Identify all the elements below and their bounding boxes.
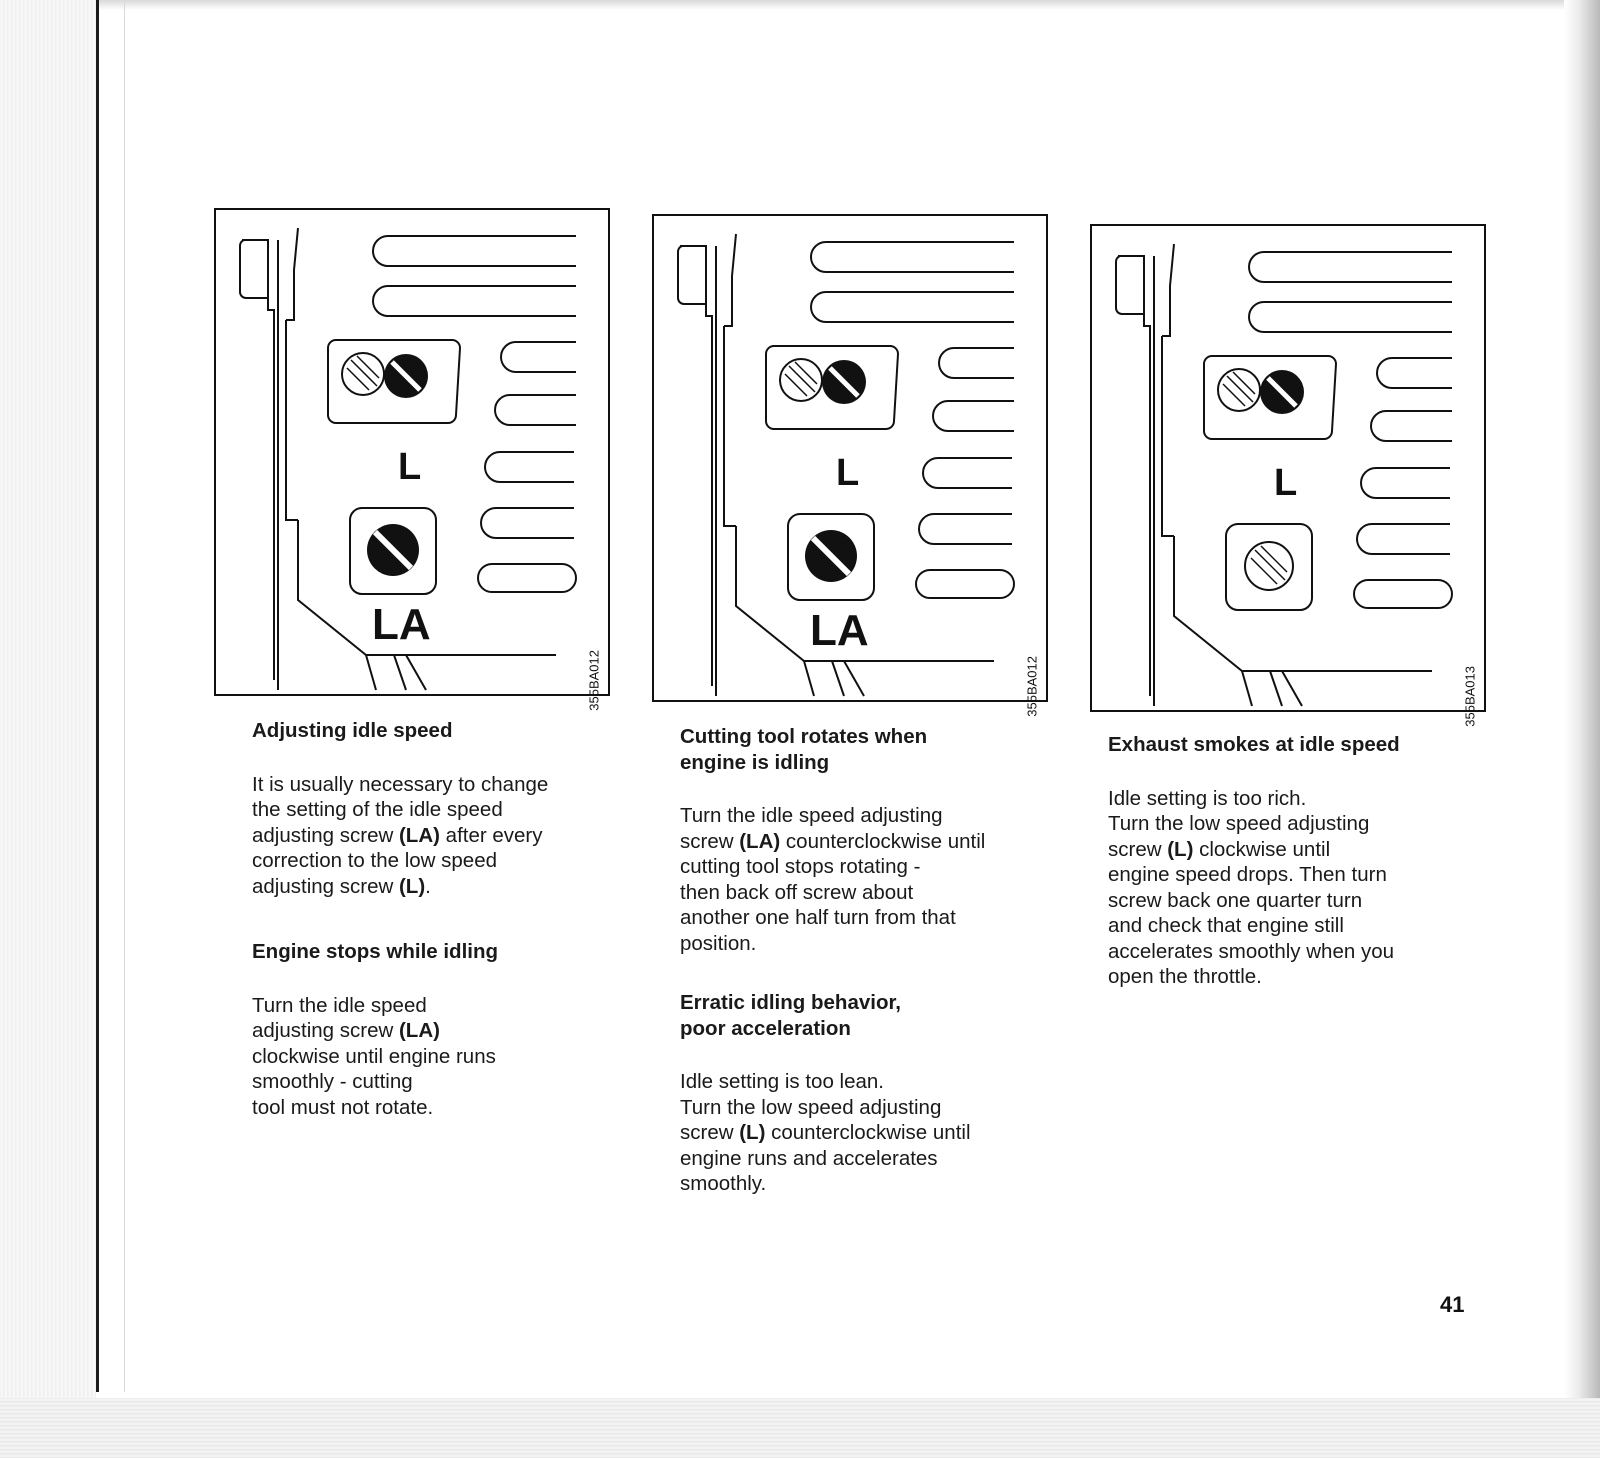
figure-carburetor-3 [1090, 224, 1486, 727]
heading-erratic-idling: Erratic idling behavior, poor acceleration [680, 991, 902, 1040]
page-bottom-shadow [0, 1398, 1600, 1458]
figure-code: 355BA012 [1025, 656, 1040, 717]
paragraph-adjusting-idle-speed: It is usually necessary to change the setting of the idle speed adjusting screw (LA) after every correction to the low speed adjusting screw (L). [252, 772, 549, 898]
text-column-middle [680, 724, 1040, 1231]
screw-label-la: LA [372, 600, 431, 649]
figure-carburetor-2 [652, 214, 1048, 717]
paragraph-engine-stops: Turn the idle speed adjusting screw (LA) clockwise until engine runs smoothly - cutting tool must not rotate. [252, 993, 496, 1119]
paragraph-erratic-idling: Idle setting is too lean. Turn the low speed adjusting screw (L) counterclockwise until engine runs and accelerates smoothly. [680, 1070, 971, 1195]
page-top-shadow [96, 0, 1600, 10]
screw-label-l: L [836, 452, 860, 494]
book-spine-line [96, 0, 99, 1392]
figure-carburetor-1 [214, 208, 610, 711]
heading-exhaust-smokes: Exhaust smokes at idle speed [1108, 733, 1400, 756]
screw-label-la: LA [810, 606, 869, 655]
heading-engine-stops: Engine stops while idling [252, 940, 499, 963]
page-inner-margin-line [124, 0, 125, 1392]
figure-code: 355BA012 [587, 650, 602, 711]
heading-adjusting-idle-speed: Adjusting idle speed [252, 719, 453, 742]
text-column-left [252, 718, 612, 1154]
paragraph-exhaust-smokes: Idle setting is too rich. Turn the low speed adjusting screw (L) clockwise until engine speed drops. Then turn screw back one quarter turn and check that engine still accelerates smoothly when you open the throttle. [1108, 786, 1395, 988]
paragraph-cutting-tool-rotates: Turn the idle speed adjusting screw (LA) counterclockwise until cutting tool stops rotating - then back off screw about another one half turn from that position. [680, 804, 986, 955]
heading-cutting-tool-rotates: Cutting tool rotates when engine is idling [680, 725, 928, 774]
text-column-right [1108, 732, 1488, 1024]
page-edge-shadow [1564, 0, 1600, 1458]
page-number: 41 [1440, 1292, 1465, 1317]
figure-code: 355BA013 [1463, 666, 1478, 727]
page-gutter-shadow [0, 0, 96, 1458]
screw-label-l: L [1274, 462, 1298, 504]
screw-label-l: L [398, 446, 422, 488]
